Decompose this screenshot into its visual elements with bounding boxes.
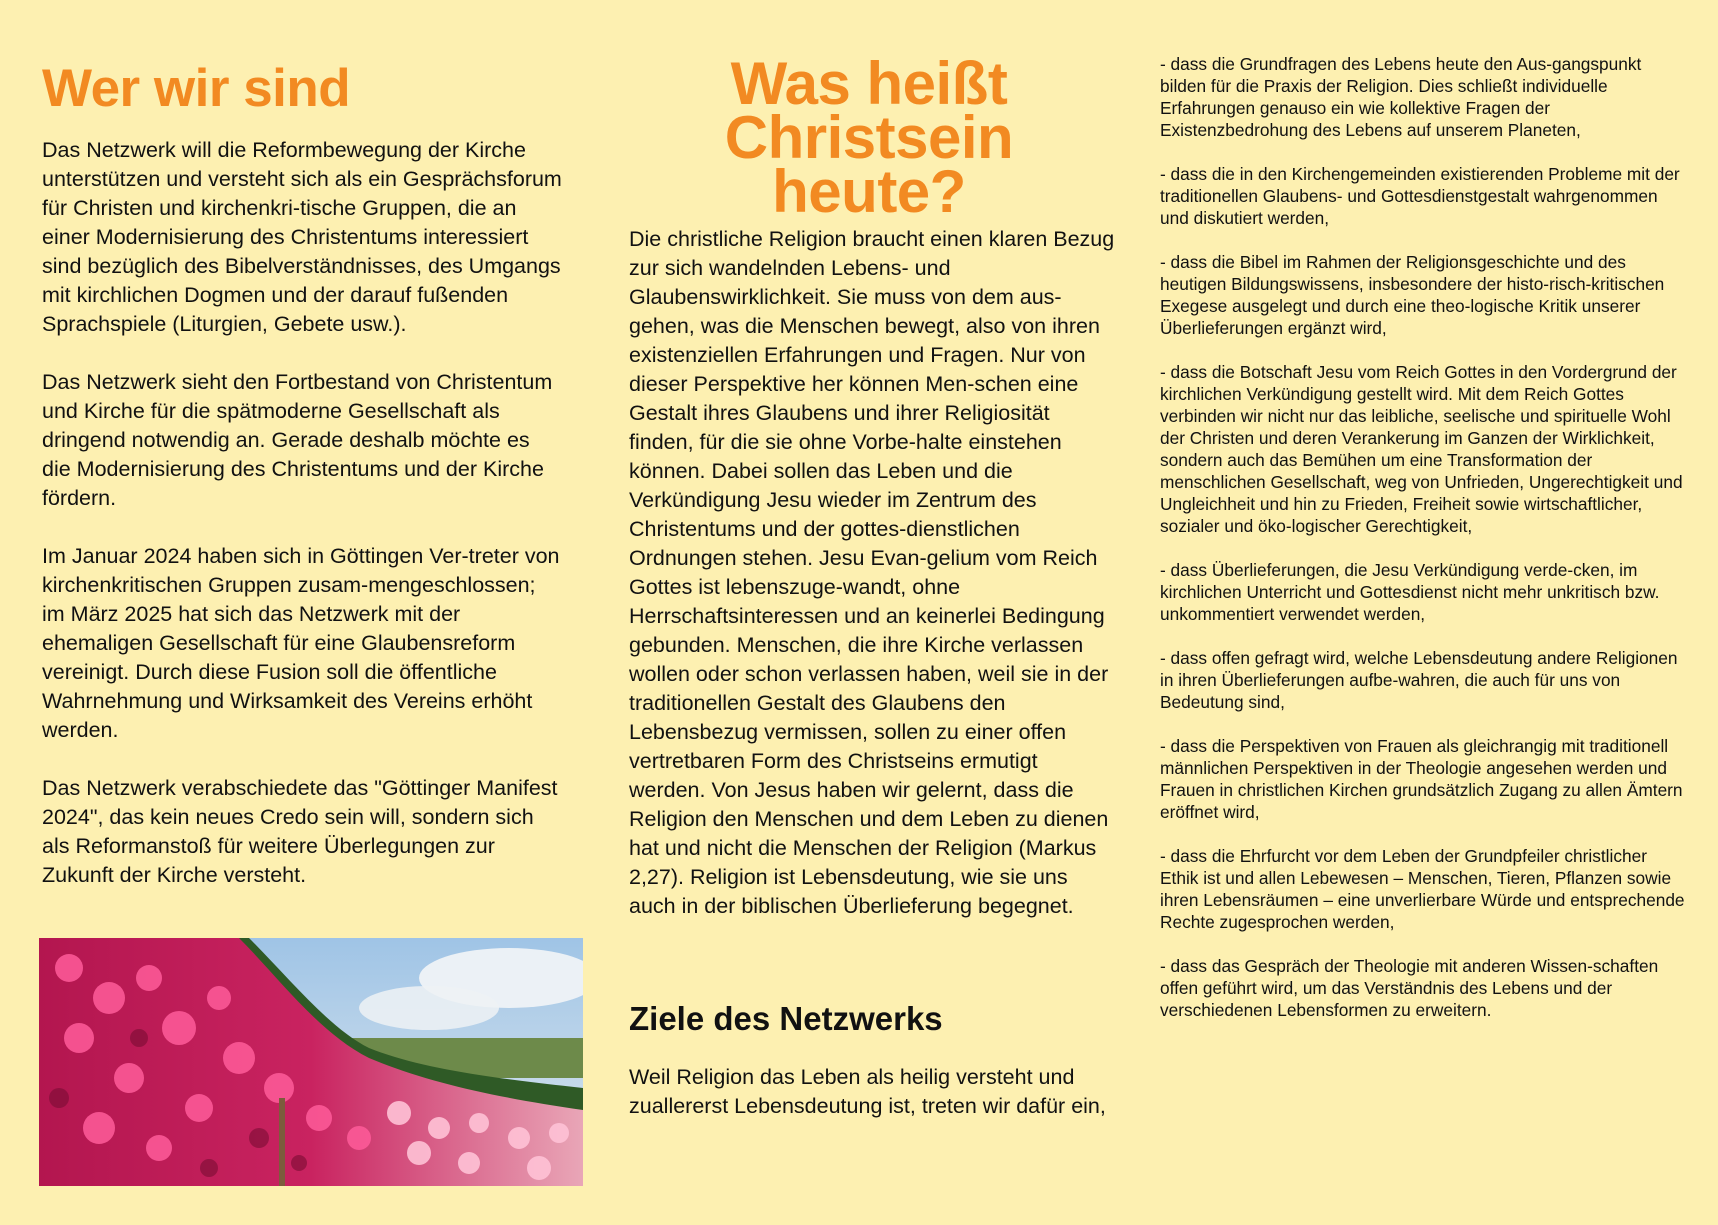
list-item: - dass die Botschaft Jesu vom Reich Gottes in den Vordergrund der kirchlichen Verkündigung gestellt wird. Mit dem Reich Gottes verbinden wir nicht nur das leibliche, seelische und spirituelle Wohl der Christen und deren Verankerung im Ganzen der Wirklichkeit, sondern auch das Bemühen um eine Transformation der menschlichen Gesellschaft, weg von Unfrieden, Ungerechtigkeit und Ungleichheit und hin zu Frieden, Freiheit sowie wirtschaftlicher, sozialer und öko-logischer Gerechtigkeit, (1160, 362, 1683, 536)
network-goals-intro (629, 1063, 1117, 1121)
list-item: - dass die Ehrfurcht vor dem Leben der Grundpfeiler christlicher Ethik ist und allen Lebewesen – Menschen, Tieren, Pflanzen sowie ihren Lebensräumen – eine unverlierbare Würde und entsprechende Rechte zugesprochen werden, (1160, 846, 1685, 932)
list-item: - dass die Perspektiven von Frauen als gleichrangig mit traditionell männlichen Perspektiven in der Theologie angesehen werden und Frauen in christlichen Kirchen grundsätzlich Zugang zu allen Ämtern eröffnet wird, (1160, 736, 1683, 822)
list-item: - dass das Gespräch der Theologie mit anderen Wissen-schaften offen geführt wird, um das Verständnis des Lebens und der verschiedenen Lebensformen zu erweitern. (1160, 956, 1659, 1020)
paragraph: Die christliche Religion braucht einen klaren Bezug zur sich wandelnden Lebens- und Glaubenswirklichkeit. Sie muss von dem aus-gehen, was die Menschen bewegt, also von ihren existenziellen Erfahrungen und Fragen. Nur von dieser Perspektive her können Men-schen eine Gestalt ihres Glaubens und ihrer Religiosität finden, für die sie ohne Vorbe-halte einstehen können. Dabei sollen das Leben und die Verkündigung Jesu wieder im Zentrum des Christentums und der gottes-dienstlichen Ordnungen stehen. Jesu Evan-gelium vom Reich Gottes ist lebenszuge-wandt, ohne Herrschaftsinteressen und an keinerlei Bedingung gebunden. Menschen, die ihre Kirche verlassen wollen oder schon verlassen haben, weil sie in der traditionellen Gestalt des Glaubens den Lebensbezug vermissen, sollen zu einer offen vertretbaren Form des Christseins ermutigt werden. Von Jesus haben wir gelernt, dass die Religion den Menschen und dem Leben zu dienen hat und nicht die Menschen der Religion (Markus 2,27). Religion ist Lebensdeutung, wie sie uns auch in der biblischen Überlieferung begegnet. (629, 227, 1115, 918)
heading-line: Was heißt (730, 50, 1008, 117)
list-item: - dass die Bibel im Rahmen der Religionsgeschichte und des heutigen Bildungswissens, insbesondere der histo-risch-kritischen Exegese ausgelegt und durch eine theo-logische Kritik unserer Überlieferungen ergänzt wird, (1160, 252, 1665, 338)
paragraph: Das Netzwerk will die Reformbewegung der Kirche unterstützen und versteht sich als ein Gesprächsforum für Christen und kirchenkri-tische Gruppen, die an einer Modernisierung des Christentums interessiert sind bezüglich des Bibelverständnisses, des Umgangs mit kirchlichen Dogmen und der darauf fußenden Sprachspiele (Liturgien, Gebete usw.). (42, 138, 562, 336)
paragraph: Das Netzwerk verabschiedete das "Göttinger Manifest 2024", das kein neues Credo sein will, sondern sich als Reformanstoß für weitere Überlegungen zur Zukunft der Kirche versteht. (42, 776, 558, 887)
list-item: - dass Überlieferungen, die Jesu Verkündigung verde-cken, im kirchlichen Unterricht und Gottesdienst nicht mehr unkritisch bzw. unkommentiert verwendet werden, (1160, 560, 1660, 624)
heading-network-goals: Ziele des Netzwerks (629, 1000, 943, 1037)
heading-who-we-are: Wer wir sind (42, 59, 351, 118)
roses-image (39, 938, 583, 1186)
heading-christian-today (629, 50, 1109, 225)
roses-photo (39, 938, 583, 1186)
goals-list (1160, 53, 1690, 1043)
paragraph: Weil Religion das Leben als heilig versteht und zuallererst Lebensdeutung ist, treten wir dafür ein, (629, 1065, 1106, 1118)
list-item: - dass die Grundfragen des Lebens heute den Aus-gangspunkt bilden für die Praxis der Religion. Dies schließt individuelle Erfahrungen genauso ein wie kollektive Fragen der Existenzbedrohung des Lebens auf unserem Planeten, (1160, 54, 1642, 140)
heading-line: heute? (772, 158, 966, 225)
paragraph: Das Netzwerk sieht den Fortbestand von Christentum und Kirche für die spätmoderne Gesellschaft als dringend notwendig an. Gerade deshalb möchte es die Modernisierung des Christentums und der Kirche fördern. (42, 370, 553, 510)
list-item: - dass die in den Kirchengemeinden existierenden Probleme mit der traditionellen Glaubens- und Gottesdienstgestalt wahrgenommen und diskutiert werden, (1160, 164, 1680, 228)
paragraph: Im Januar 2024 haben sich in Göttingen Ver-treter von kirchenkritischen Gruppen zusam-mengeschlossen; im März 2025 hat sich das Netzwerk mit der ehemaligen Gesellschaft für eine Glaubensreform vereinigt. Durch diese Fusion soll die öffentliche Wahrnehmung und Wirksamkeit des Vereins erhöht werden. (42, 544, 560, 742)
christian-today-text (629, 225, 1117, 921)
who-we-are-text (42, 136, 562, 919)
list-item: - dass offen gefragt wird, welche Lebensdeutung andere Religionen in ihren Überlieferungen aufbe-wahren, die auch für uns von Bedeutung sind, (1160, 648, 1678, 712)
heading-line: Christsein (724, 104, 1014, 171)
